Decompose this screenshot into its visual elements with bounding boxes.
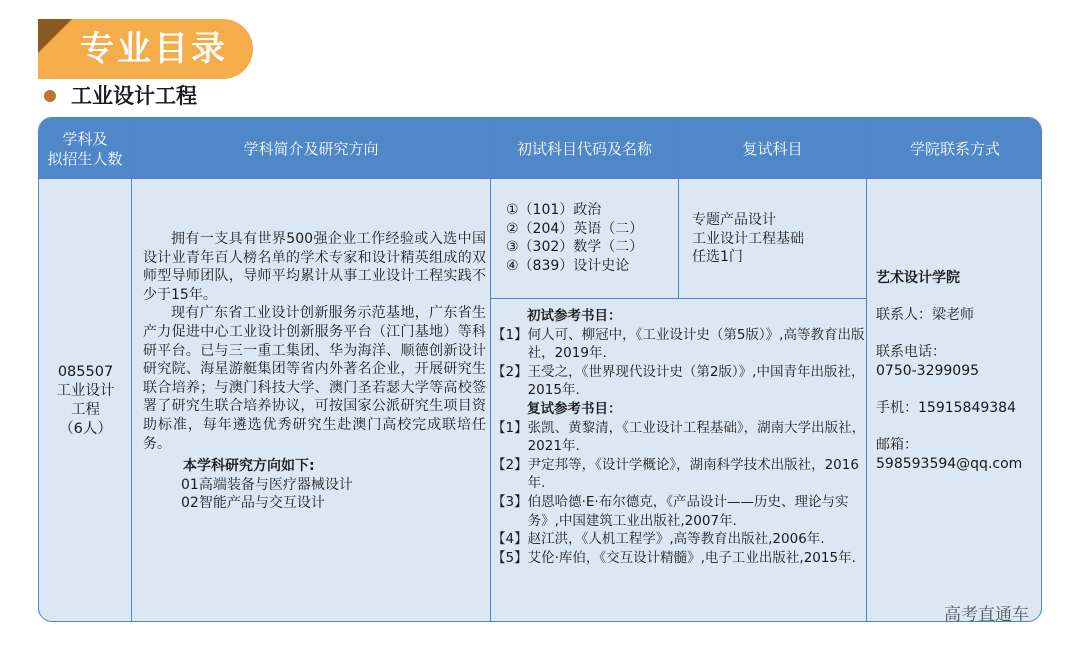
intro-paragraph: 现有广东省工业设计创新服务示范基地，广东省生产力促进中心工业设计创新服务平台（江门基地）等科研平台。已与三一重工集团、华为海洋、顺德创新设计研究院、海星游艇集团等省内外著名企业，开展研究生联合培养；与澳门科技大学、澳门圣若瑟大学等高校签署了研究生联合培养协议，可按国家公派研究生项目资助标准，每年遴选优秀研究生赴澳门高校完成联培任务。 [143, 305, 486, 452]
header-exam: 初试科目代码及名称 [491, 118, 678, 179]
header-divider [39, 178, 1042, 179]
reference-text: 艾伦·库伯，《交互设计精髓》,电子工业出版社,2015年. [527, 549, 856, 566]
reference-number: 【1】 [492, 326, 528, 343]
intro-paragraph: 拥有一支具有世界500强企业工作经验或入选中国设计业青年百人榜名单的学术专家和设计精英组成的双师型导师团队，导师平均累计从事工业设计工程实践不少于15年。 [143, 231, 486, 303]
watermark: 高考直通车 [944, 605, 1029, 625]
reference-item [492, 530, 867, 549]
header-contact: 学院联系方式 [867, 118, 1042, 179]
college-name: 艺术设计学院 [876, 270, 960, 286]
exam-subject: ②（204）英语（二） [506, 220, 644, 237]
retest-subject: 任选1门 [692, 249, 743, 266]
phone-number: 0750-3299095 [876, 363, 980, 379]
reference-text: 王受之，《世界现代设计史（第2版）》,中国青年出版社，2015年. [527, 363, 865, 399]
row-divider [490, 298, 867, 299]
reference-number: 【2】 [492, 456, 528, 473]
reference-books-cell [492, 307, 867, 567]
directions-heading: 本学科研究方向如下: [183, 458, 315, 475]
reference-text: 张凯、黄黎清，《工业设计工程基础》，湖南大学出版社，2021年. [527, 419, 866, 455]
retest-subject: 工业设计工程基础 [692, 230, 804, 247]
reference-text: 伯恩哈德·E·布尔德克，《产品设计——历史、理论与实务》,中国建筑工业出版社,2007年. [527, 493, 849, 529]
retest-subjects-cell [692, 211, 804, 267]
column-divider [490, 118, 491, 622]
banner-title: 专业目录 [80, 29, 228, 69]
section-title: 工业设计工程 [71, 84, 197, 108]
reference-number: 【1】 [492, 419, 528, 436]
reference-item [492, 456, 867, 493]
header-intro: 学科简介及研究方向 [132, 118, 490, 179]
mobile-number: 手机：15915849384 [876, 400, 1016, 416]
header-retest: 复试科目 [679, 118, 866, 179]
reference-item [492, 549, 867, 568]
exam-subject: ④（839）设计史论 [506, 257, 630, 274]
header-major: 学科及 拟招生人数 [39, 118, 131, 179]
retest-refs-heading: 复试参考书目： [527, 400, 622, 417]
intro-cell [143, 230, 486, 513]
column-divider [678, 118, 679, 299]
major-table [38, 117, 1042, 622]
reference-item [492, 493, 867, 530]
contact-person: 联系人：梁老师 [876, 307, 974, 323]
reference-number: 【5】 [492, 549, 528, 566]
reference-item [492, 419, 867, 456]
retest-subject: 专题产品设计 [692, 212, 776, 228]
phone-label: 联系电话： [876, 344, 946, 360]
major-name: 工业设计 [56, 382, 115, 399]
reference-number: 【2】 [492, 363, 528, 380]
bullet-dot-icon [44, 90, 56, 102]
banner-corner-decoration [38, 19, 72, 53]
email-label: 邮箱： [876, 437, 918, 453]
major-cell [39, 179, 132, 622]
reference-number: 【3】 [492, 493, 528, 510]
major-code: 085507 [57, 363, 114, 380]
contact-cell [876, 269, 1022, 474]
reference-item [492, 363, 867, 400]
reference-text: 尹定邦等，《设计学概论》，湖南科学技术出版社，2016年. [527, 456, 859, 492]
direction-item: 02智能产品与交互设计 [181, 495, 325, 512]
exam-subject: ①（101）政治 [506, 202, 602, 218]
reference-item [492, 326, 867, 363]
reference-number: 【4】 [492, 531, 528, 548]
major-enrollment: （6人） [59, 420, 112, 437]
exam-subjects-cell [506, 201, 643, 275]
exam-subject: ③（302）数学（二） [506, 239, 644, 256]
reference-text: 何人可、柳冠中，《工业设计史（第5版）》,高等教育出版社，2019年. [527, 326, 865, 362]
email-address: 598593594@qq.com [876, 456, 1023, 472]
major-name: 工程 [71, 401, 100, 418]
initial-refs-heading: 初试参考书目： [527, 308, 622, 324]
reference-text: 赵江洪，《人机工程学》,高等教育出版社,2006年. [527, 531, 825, 548]
direction-item: 01高端装备与医疗器械设计 [181, 476, 353, 493]
